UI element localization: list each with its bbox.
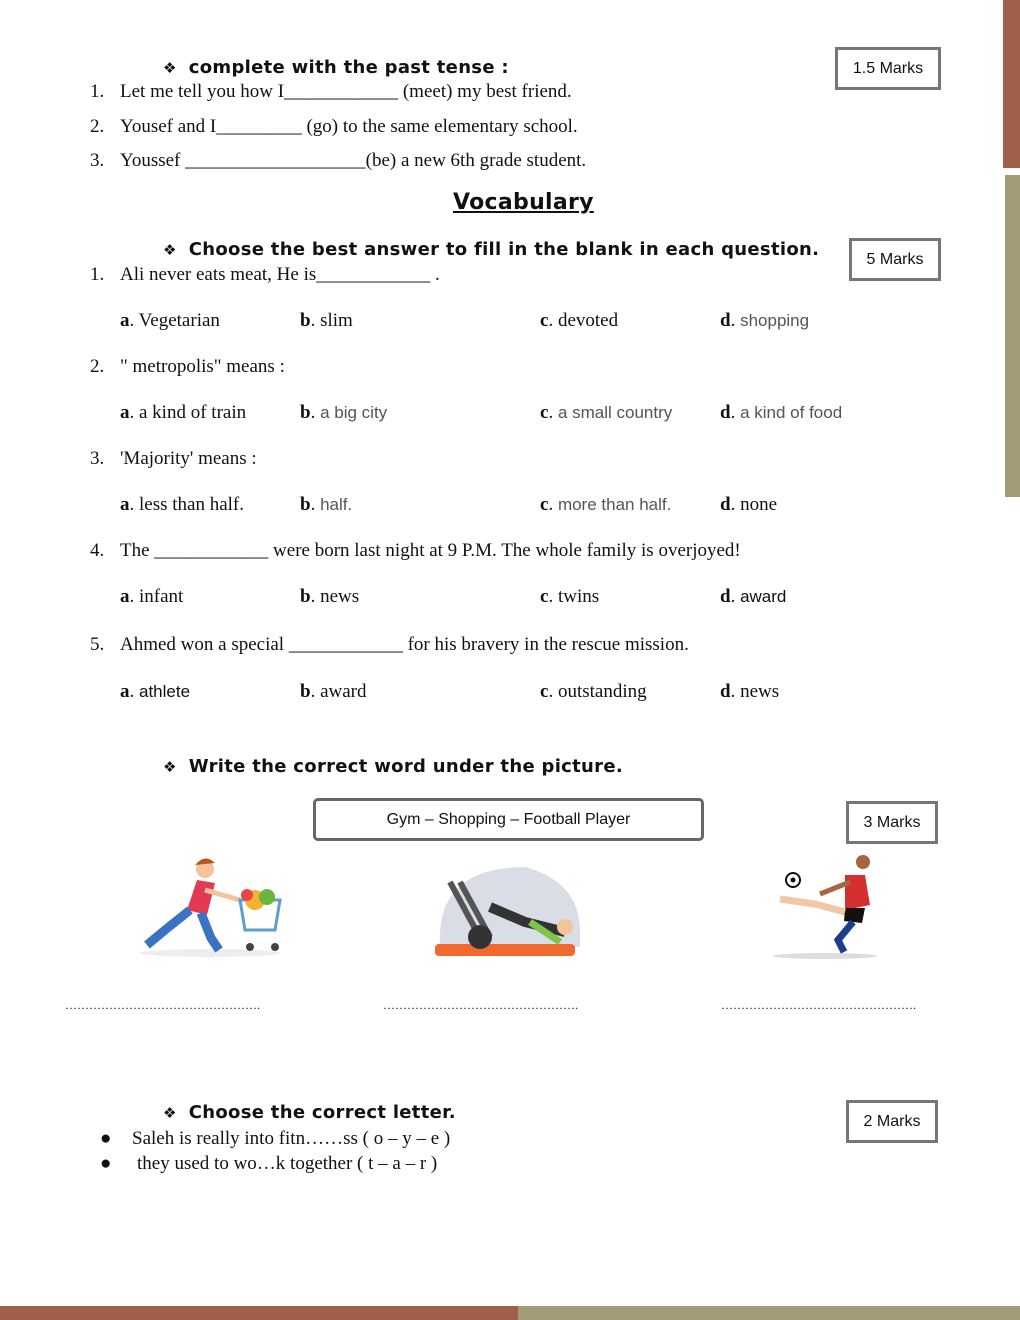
option-c[interactable]: c. twins: [540, 586, 600, 607]
option-letter: c: [540, 681, 549, 702]
side-bar-olive: [1005, 175, 1020, 497]
football-player-picture: [765, 850, 880, 962]
option-text: more than half.: [557, 495, 672, 514]
heading-text: Write the correct word under the picture.: [188, 756, 623, 777]
question: [90, 540, 741, 562]
option-text: Vegetarian: [138, 310, 220, 331]
option-letter: d: [720, 310, 731, 331]
option-c[interactable]: c. a small country: [540, 402, 673, 423]
question: [90, 356, 285, 378]
option-text: award: [320, 681, 367, 702]
heading-text: Choose the correct letter.: [188, 1102, 456, 1123]
list-item: 3. Youssef ___________________(be) a new 6th grade student.: [90, 150, 587, 171]
question: [90, 634, 689, 656]
option-letter: b: [300, 310, 311, 331]
option-text: athlete: [139, 682, 191, 701]
option-b[interactable]: b. half.: [300, 494, 353, 515]
option-letter: d: [720, 586, 731, 607]
option-text: a big city: [320, 403, 388, 422]
question-text: 'Majority' means :: [120, 448, 257, 469]
question-text: The ____________ were born last night at 9 P.M. The whole family is overjoyed!: [120, 540, 741, 561]
bullet-icon: ●: [100, 1128, 112, 1149]
diamond-bullet-icon: ❖: [163, 241, 177, 259]
list-item: 2. Yousef and I_________ (go) to the same elementary school.: [90, 116, 578, 137]
option-b[interactable]: b. award: [300, 681, 367, 702]
marks-box: 3 Marks: [846, 801, 938, 844]
shopping-picture: [135, 855, 290, 960]
option-a[interactable]: a. Vegetarian: [120, 310, 220, 331]
option-text: half.: [320, 495, 353, 514]
option-text: a kind of train: [139, 402, 247, 423]
option-a[interactable]: a. less than half.: [120, 494, 245, 515]
option-c[interactable]: c. devoted: [540, 310, 619, 331]
option-letter: c: [540, 402, 549, 423]
option-letter: b: [300, 586, 311, 607]
option-letter: c: [540, 310, 549, 331]
diamond-bullet-icon: ❖: [163, 59, 177, 77]
option-d[interactable]: d. a kind of food: [720, 402, 843, 423]
option-letter: c: [540, 494, 549, 515]
option-c[interactable]: c. more than half.: [540, 494, 672, 515]
side-bar-brown: [1003, 0, 1020, 168]
option-letter: a: [120, 402, 130, 423]
option-text: infant: [139, 586, 184, 607]
option-a[interactable]: a. infant: [120, 586, 184, 607]
list-item: ● they used to wo…k together ( t – a – r ): [100, 1153, 438, 1174]
option-text: devoted: [557, 310, 619, 331]
option-c[interactable]: c. outstanding: [540, 681, 647, 702]
question-number: 1.: [90, 264, 105, 285]
option-text: slim: [320, 310, 353, 331]
question-text: Ali never eats meat, He is____________ .: [120, 264, 440, 285]
option-letter: d: [720, 494, 731, 515]
question: [90, 264, 440, 286]
question-number: 4.: [90, 540, 105, 561]
section4-heading: [163, 1102, 456, 1123]
option-letter: a: [120, 494, 130, 515]
answer-blank-2[interactable]: ………………………………………….: [383, 998, 578, 1012]
question-number: 3.: [90, 448, 105, 469]
question-number: 2.: [90, 356, 105, 377]
option-text: news: [740, 681, 780, 702]
option-text: less than half.: [139, 494, 245, 515]
marks-box: 1.5 Marks: [835, 47, 941, 90]
diamond-bullet-icon: ❖: [163, 1104, 177, 1122]
option-d[interactable]: d. news: [720, 681, 780, 702]
marks-box: 2 Marks: [846, 1100, 938, 1143]
option-text: news: [320, 586, 360, 607]
option-d[interactable]: d. award: [720, 586, 787, 607]
option-text: twins: [557, 586, 600, 607]
option-letter: d: [720, 402, 731, 423]
option-letter: d: [720, 681, 731, 702]
option-d[interactable]: d. shopping: [720, 310, 810, 331]
answer-blank-3[interactable]: ………………………………………….: [721, 998, 916, 1012]
option-letter: c: [540, 586, 549, 607]
option-b[interactable]: b. slim: [300, 310, 353, 331]
section2-heading: [163, 239, 819, 260]
option-letter: b: [300, 402, 311, 423]
list-item: 1. Let me tell you how I____________ (meet) my best friend.: [90, 81, 572, 102]
option-letter: b: [300, 494, 311, 515]
question-text: " metropolis" means :: [120, 356, 285, 377]
option-a[interactable]: a. athlete: [120, 681, 191, 702]
bottom-bar-olive: [518, 1306, 1020, 1320]
section1-heading: [163, 57, 509, 78]
option-text: outstanding: [557, 681, 647, 702]
option-text: none: [740, 494, 778, 515]
gym-picture: [430, 862, 585, 962]
option-d[interactable]: d. none: [720, 494, 778, 515]
option-text: award: [740, 587, 787, 606]
question: [90, 448, 257, 470]
vocabulary-title: Vocabulary: [453, 190, 594, 215]
heading-text: Choose the best answer to fill in the blank in each question.: [188, 239, 820, 260]
option-letter: a: [120, 310, 130, 331]
bottom-bar-brown: [0, 1306, 518, 1320]
option-letter: a: [120, 681, 130, 702]
option-text: a small country: [557, 403, 673, 422]
option-letter: a: [120, 586, 130, 607]
question-number: 5.: [90, 634, 105, 655]
diamond-bullet-icon: ❖: [163, 758, 177, 776]
marks-box: 5 Marks: [849, 238, 941, 281]
option-text: a kind of food: [740, 403, 843, 422]
option-b[interactable]: b. news: [300, 586, 360, 607]
heading-text: complete with the past tense :: [188, 57, 509, 78]
section3-heading: [163, 756, 623, 777]
option-letter: b: [300, 681, 311, 702]
list-item: ● Saleh is really into fitn……ss ( o – y – e ): [100, 1128, 451, 1149]
option-b[interactable]: b. a big city: [300, 402, 388, 423]
option-a[interactable]: a. a kind of train: [120, 402, 247, 423]
answer-blank-1[interactable]: ………………………………………….: [65, 998, 260, 1012]
question-text: Ahmed won a special ____________ for his bravery in the rescue mission.: [120, 634, 689, 655]
option-text: shopping: [740, 311, 810, 330]
word-bank-box: Gym – Shopping – Football Player: [313, 798, 704, 841]
bullet-icon: ●: [100, 1153, 112, 1174]
